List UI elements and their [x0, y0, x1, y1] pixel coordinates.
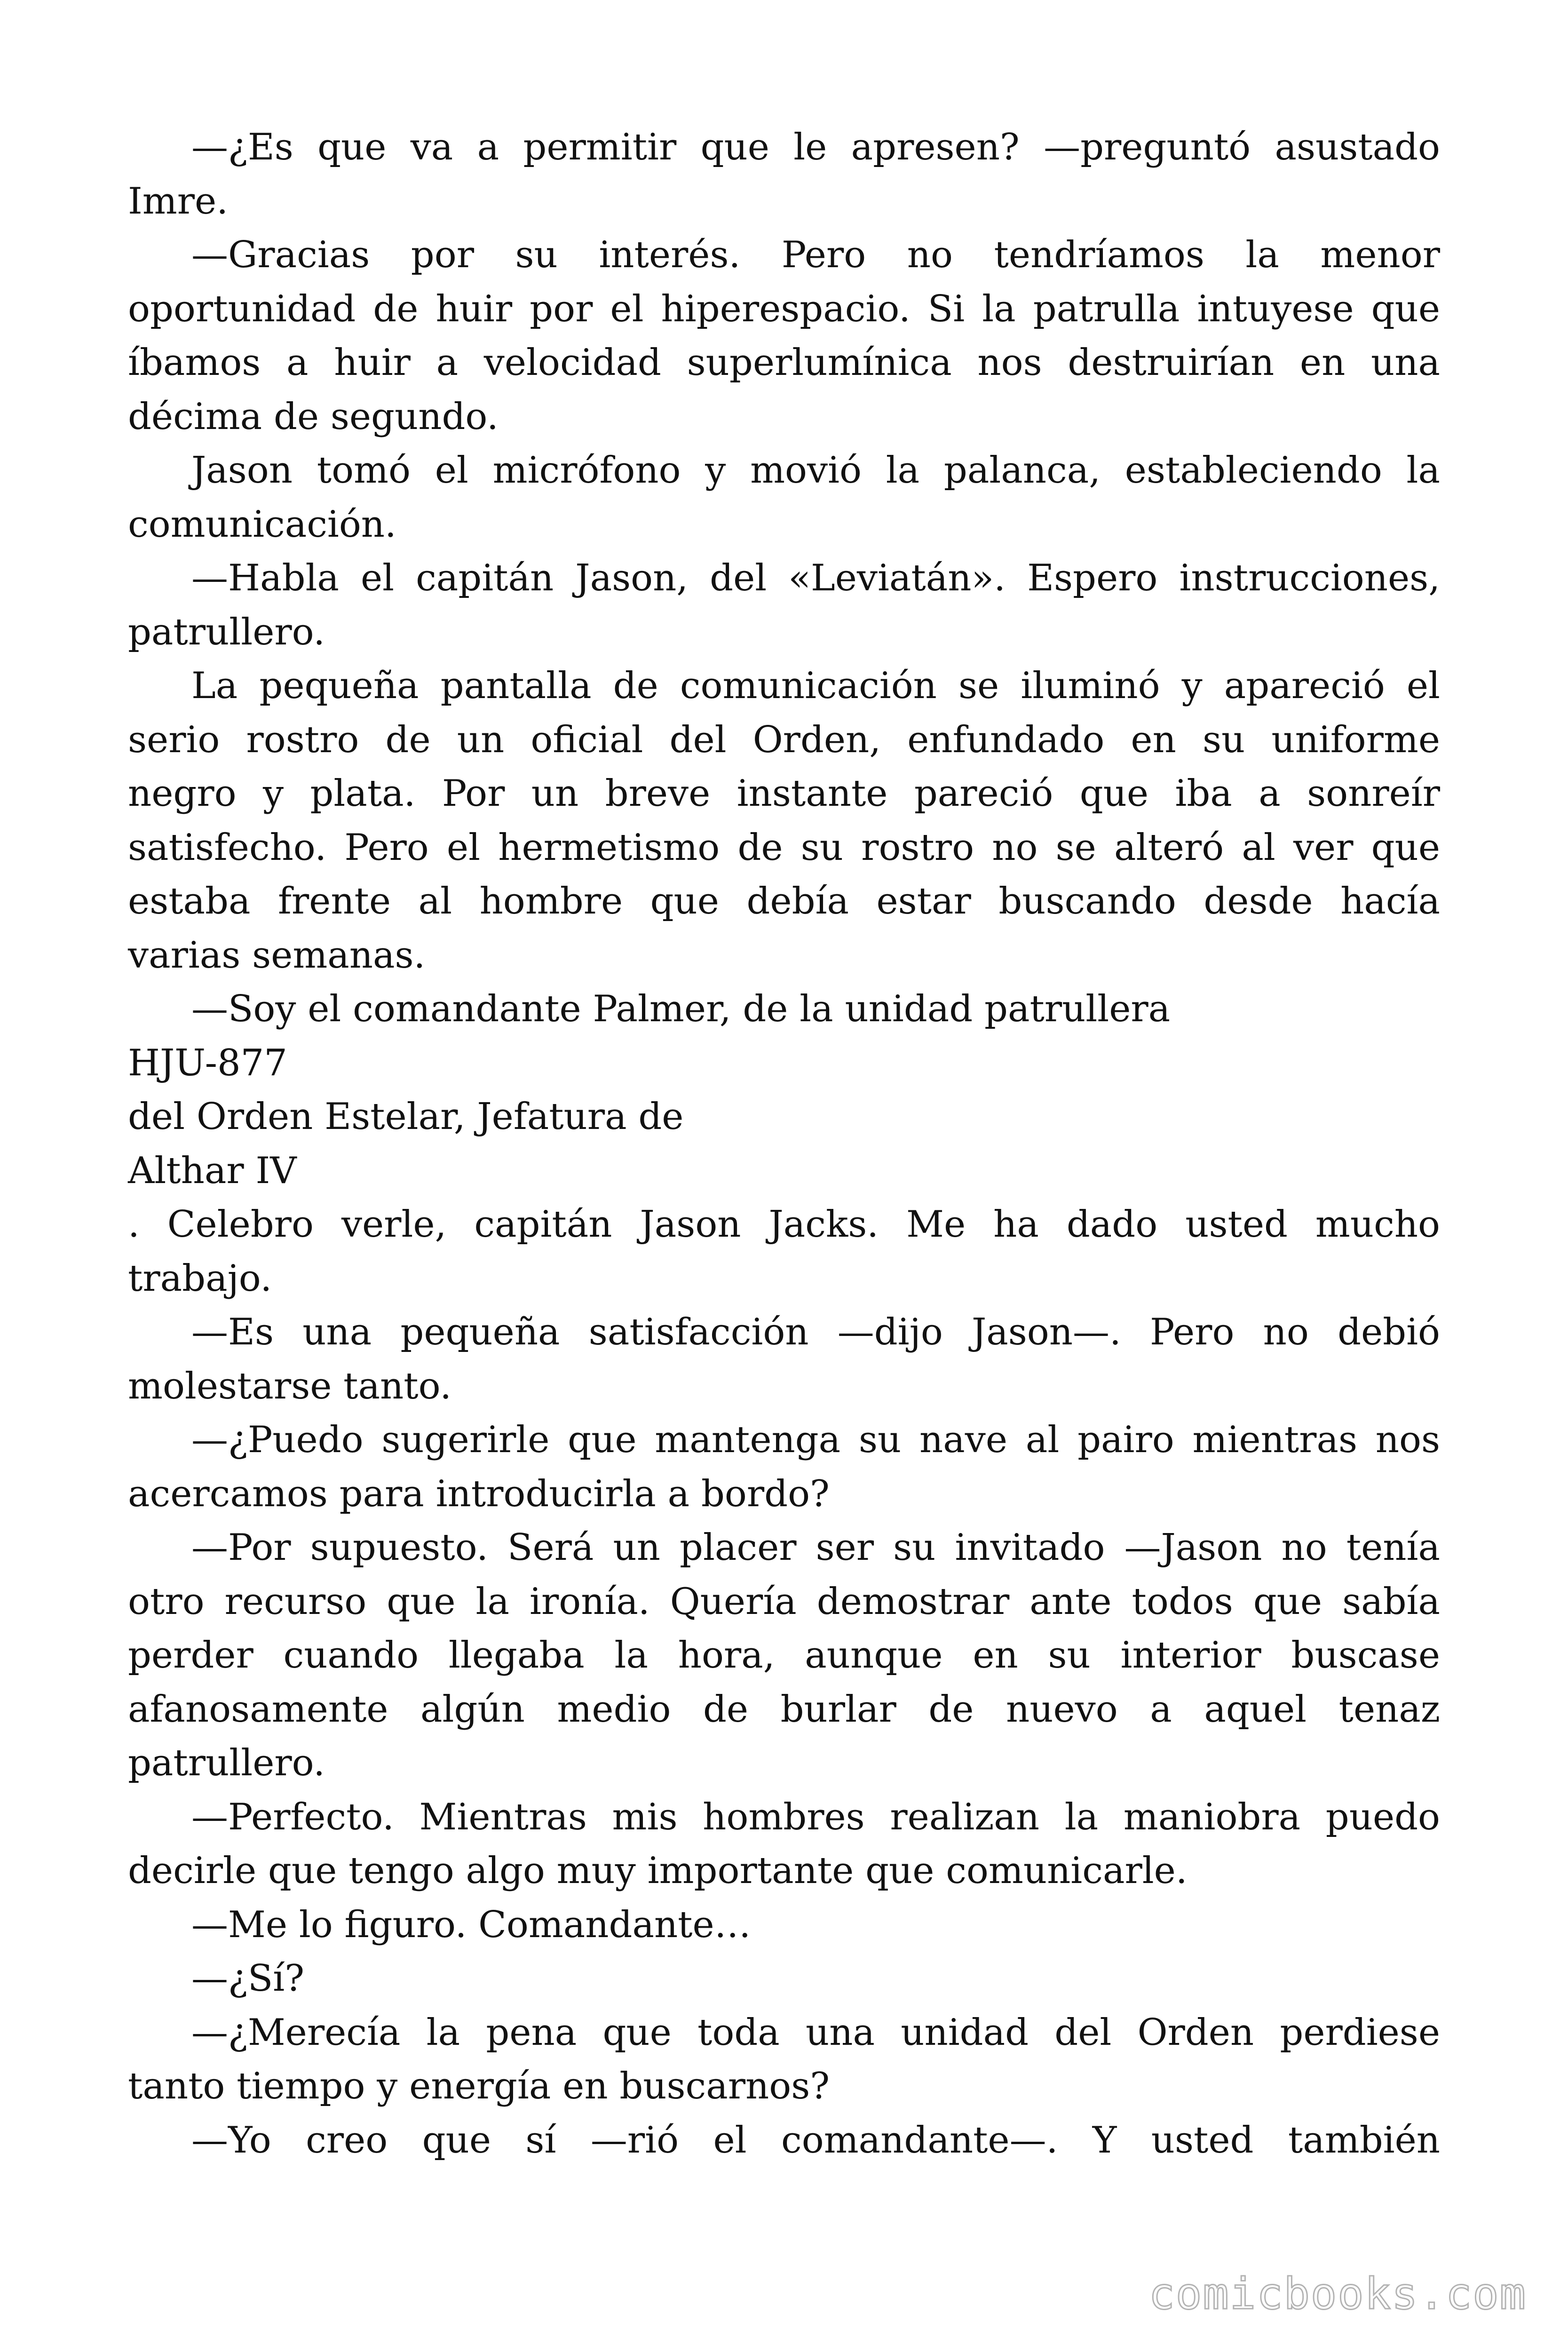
text-line: —Soy el comandante Palmer, de la unidad patrullera [191, 988, 1171, 1030]
text-line: comunicación. [128, 503, 396, 546]
text-line: satisfecho. Pero el hermetismo de su rostro no se alteró al ver que [128, 826, 1440, 869]
text-line: —Es una pequeña satisfacción —dijo Jason—. Pero no debió [191, 1311, 1440, 1353]
text-line: patrullero. [128, 611, 325, 653]
text-line: acercamos para introducirla a bordo? [128, 1472, 830, 1515]
text-line: —Habla el capitán Jason, del «Leviatán». Espero instrucciones, [191, 557, 1440, 599]
text-line: La pequeña pantalla de comunicación se iluminó y apareció el [191, 665, 1440, 707]
text-line: décima de segundo. [128, 395, 499, 438]
text-line: —Me lo figuro. Comandante… [191, 1903, 751, 1946]
text-line: estaba frente al hombre que debía estar buscando desde hacía [128, 880, 1440, 922]
text-line: —¿Es que va a permitir que le apresen? —preguntó asustado [191, 126, 1440, 168]
text-line: —Yo creo que sí —rió el comandante—. Y usted también [191, 2119, 1440, 2161]
text-line: . Celebro verle, capitán Jason Jacks. Me ha dado usted mucho [128, 1203, 1440, 1246]
text-line: —Perfecto. Mientras mis hombres realizan la maniobra puedo [191, 1796, 1440, 1838]
text-line: tanto tiempo y energía en buscarnos? [128, 2065, 830, 2107]
text-line: —¿Merecía la pena que toda una unidad del Orden perdiese [191, 2011, 1440, 2054]
text-line: varias semanas. [128, 934, 426, 977]
text-line: decirle que tengo algo muy importante que comunicarle. [128, 1850, 1188, 1892]
text-line: —¿Sí? [191, 1957, 305, 2000]
text-line: perder cuando llegaba la hora, aunque en su interior buscase [128, 1634, 1440, 1677]
text-line: Althar IV [128, 1149, 297, 1192]
text-line: patrullero. [128, 1742, 325, 1784]
text-line: afanosamente algún medio de burlar de nuevo a aquel tenaz [128, 1688, 1440, 1731]
watermark: comicbooks.com [1148, 2269, 1527, 2319]
text-line: Imre. [128, 180, 229, 222]
text-line: —¿Puedo sugerirle que mantenga su nave al pairo mientras nos [191, 1419, 1440, 1461]
text-line: trabajo. [128, 1257, 272, 1300]
text-line: serio rostro de un oficial del Orden, enfundado en su uniforme [128, 718, 1440, 761]
text-line: del Orden Estelar, Jefatura de [128, 1096, 684, 1138]
text-line: negro y plata. Por un breve instante pareció que iba a sonreír [128, 772, 1440, 815]
text-line: Jason tomó el micrófono y movió la palanca, estableciendo la [191, 449, 1440, 492]
text-line: íbamos a huir a velocidad superlumínica nos destruirían en una [128, 342, 1440, 384]
text-line: —Gracias por su interés. Pero no tendríamos la menor [191, 234, 1440, 276]
text-line: molestarse tanto. [128, 1365, 451, 1407]
text-line: —Por supuesto. Será un placer ser su invitado —Jason no tenía [191, 1526, 1440, 1569]
text-line: HJU-877 [128, 1041, 287, 1084]
text-line: oportunidad de huir por el hiperespacio. Si la patrulla intuyese que [128, 287, 1440, 330]
text-line: otro recurso que la ironía. Quería demostrar ante todos que sabía [128, 1580, 1440, 1623]
page-text [128, 120, 1440, 2237]
